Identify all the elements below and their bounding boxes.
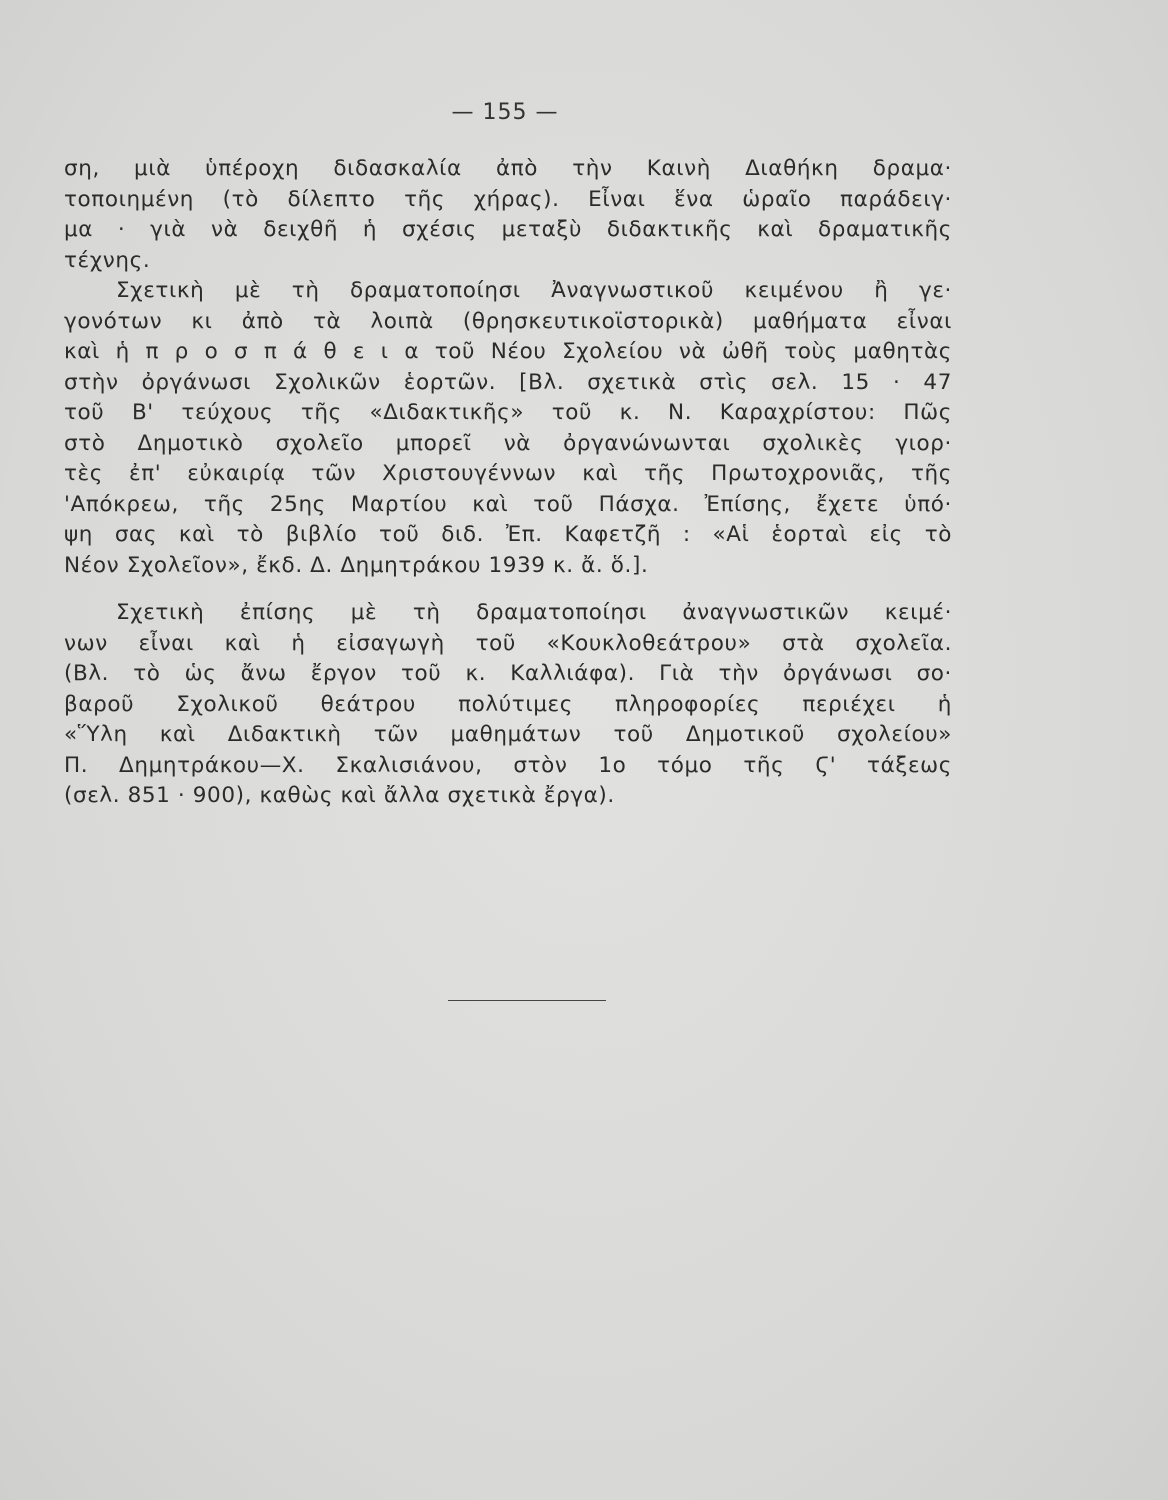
text-line: (σελ. 851 · 900), καθὼς καὶ ἄλλα σχετικὰ ἔργα).	[64, 783, 615, 808]
text-line: τοῦ Β' τεύχους τῆς «Διδακτικῆς» τοῦ κ. Ν. Καραχρίστου: Πῶς	[64, 400, 952, 425]
text-line: ψη σας καὶ τὸ βιβλίο τοῦ διδ. Ἐπ. Καφετζῆ : «Αἱ ἑορταὶ εἰς τὸ	[64, 522, 952, 547]
text-line: τέχνης.	[64, 247, 151, 273]
text-line: καὶ ἡ π ρ ο σ π ά θ ε ι α τοῦ Νέου Σχολείου νὰ ὠθῆ τοὺς μαθητὰς	[64, 339, 952, 364]
text-line: τοποιημένη (τὸ δίλεπτο τῆς χήρας). Εἶναι ἕνα ὡραῖο παράδειγ·	[64, 186, 952, 212]
paragraph-1	[64, 154, 952, 581]
text-line: Νέον Σχολεῖον», ἔκδ. Δ. Δημητράκου 1939 κ. ἄ. ὅ.].	[64, 552, 649, 578]
section-divider	[448, 1000, 606, 1001]
text-line: στὸ Δημοτικὸ σχολεῖο μπορεῖ νὰ ὀργανώνωνται σχολικὲς γιορ·	[64, 430, 952, 456]
text-line: ση, μιὰ ὑπέροχη διδασκαλία ἀπὸ τὴν Καινὴ Διαθήκη δραμα·	[64, 156, 952, 181]
text-line: γονότων κι ἀπὸ τὰ λοιπὰ (θρησκευτικοϊστορικὰ) μαθήματα εἶναι	[64, 308, 952, 334]
text-line: «Ὕλη καὶ Διδακτικὴ τῶν μαθημάτων τοῦ Δημοτικοῦ σχολείου»	[64, 722, 952, 747]
text-line: Π. Δημητράκου—Χ. Σκαλισιάνου, στὸν 1ο τόμο τῆς Ϛ' τάξεως	[64, 752, 952, 778]
text-line: (Βλ. τὸ ὡς ἄνω ἔργον τοῦ κ. Καλλιάφα). Γιὰ τὴν ὀργάνωσι σο·	[64, 661, 952, 686]
text-line: βαροῦ Σχολικοῦ θεάτρου πολύτιμες πληροφορίες περιέχει ἡ	[64, 691, 952, 717]
text-line: Σχετικὴ μὲ τὴ δραματοποίησι Ἀναγνωστικοῦ κειμένου ἢ γε·	[116, 278, 952, 303]
text-line: στὴν ὀργάνωσι Σχολικῶν ἑορτῶν. [Βλ. σχετικὰ στὶς σελ. 15 · 47	[64, 369, 952, 395]
text-line: Σχετικὴ ἐπίσης μὲ τὴ δραματοποίησι ἀναγνωστικῶν κειμέ·	[116, 600, 952, 625]
page-number: — 155 —	[451, 100, 559, 125]
text-line: μα · γιὰ νὰ δειχθῆ ἡ σχέσις μεταξὺ διδακτικῆς καὶ δραματικῆς	[64, 217, 952, 242]
paragraph-2	[64, 598, 952, 812]
text-line: τὲς ἐπ' εὐκαιρίᾳ τῶν Χριστουγέννων καὶ τῆς Πρωτοχρονιᾶς, τῆς	[64, 461, 952, 486]
text-line: νων εἶναι καὶ ἡ εἰσαγωγὴ τοῦ «Κουκλοθεάτρου» στὰ σχολεῖα.	[64, 630, 952, 656]
text-line: 'Απόκρεω, τῆς 25ης Μαρτίου καὶ τοῦ Πάσχα. Ἐπίσης, ἔχετε ὑπό·	[64, 491, 952, 517]
